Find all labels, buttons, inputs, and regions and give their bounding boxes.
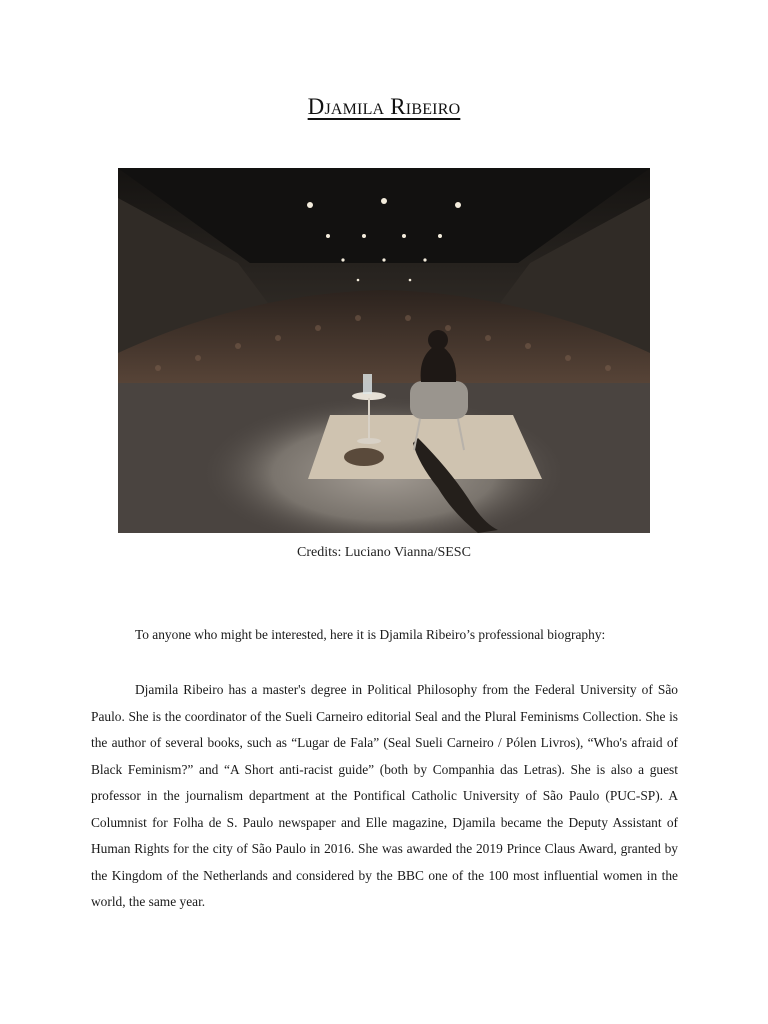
photo-caption: Credits: Luciano Vianna/SESC bbox=[297, 545, 471, 560]
biography-paragraph: Djamila Ribeiro has a master's degree in Political Philosophy from the Federal University of São Paulo. She is the coordinator of the Sueli Carneiro editorial Seal and the Plural Feminisms Collection. She is the author of several books, such as “Lugar de Fala” (Seal Sueli Carneiro / Pólen Livros), “Who's afraid of Black Feminism?” and “A Short anti-racist guide” (both by Companhia das Letras). She is also a guest professor in the journalism department at the Pontifical Catholic University of São Paulo (PUC-SP). A Columnist for Folha de S. Paulo newspaper and Elle magazine, Djamila became the Deputy Assistant of Human Rights for the city of São Paulo in 2016. She was awarded the 2019 Prince Claus Award, granted by the Kingdom of the Netherlands and considered by the BBC one of the 100 most influential women in the world, the same year. bbox=[91, 682, 678, 909]
stage-photo-illustration bbox=[118, 168, 650, 533]
stage-photo bbox=[118, 168, 650, 533]
intro-paragraph: To anyone who might be interested, here it is Djamila Ribeiro’s professional biography: bbox=[135, 627, 606, 642]
page-title: Djamila Ribeiro bbox=[307, 94, 461, 119]
